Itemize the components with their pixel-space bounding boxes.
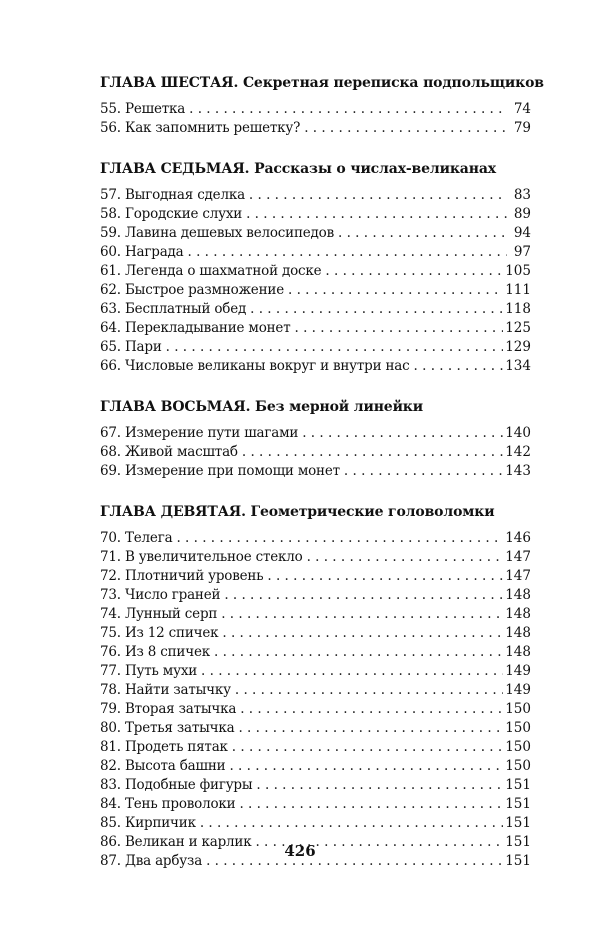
entry-page: 147: [505, 549, 531, 565]
toc-entry: [100, 205, 531, 224]
chapter-title: ГЛАВА ДЕВЯТАЯ. Геометрические головоломки: [100, 504, 495, 520]
dot-leader: [325, 262, 503, 281]
entry-title: 72. Плотничий уровень: [100, 568, 264, 584]
entry-page: 150: [505, 701, 531, 717]
toc-entry: [100, 738, 531, 757]
chapter-9: [100, 501, 531, 871]
toc-entry: [100, 757, 531, 776]
entry-title: 69. Измерение при помощи монет: [100, 463, 340, 479]
entry-title: 63. Бесплатный обед: [100, 301, 247, 317]
entry-page: 97: [513, 244, 531, 260]
dot-leader: [214, 643, 503, 662]
chapter-title: ГЛАВА ШЕСТАЯ. Секретная переписка подпольщиков: [100, 75, 544, 91]
entry-title: 78. Найти затычку: [100, 682, 231, 698]
entry-page: 74: [513, 101, 531, 117]
toc-entry: [100, 281, 531, 300]
chapter-7: [100, 158, 531, 376]
entry-page: 150: [505, 739, 531, 755]
toc-entry: [100, 624, 531, 643]
dot-leader: [414, 357, 504, 376]
entry-title: 70. Телега: [100, 530, 173, 546]
toc-entry: [100, 681, 531, 700]
toc-entry: [100, 443, 531, 462]
toc-entry: [100, 319, 531, 338]
table-of-contents: [100, 72, 544, 891]
entry-title: 82. Высота башни: [100, 758, 226, 774]
dot-leader: [267, 567, 503, 586]
entry-title: 84. Тень проволоки: [100, 796, 236, 812]
toc-entry: [100, 224, 531, 243]
entry-page: 118: [505, 301, 531, 317]
entry-page: 150: [505, 758, 531, 774]
entry-title: 56. Как запомнить решетку?: [100, 120, 301, 136]
dot-leader: [344, 462, 503, 481]
chapter-8: [100, 396, 531, 481]
entry-page: 148: [505, 587, 531, 603]
dot-leader: [304, 119, 507, 138]
dot-leader: [294, 319, 503, 338]
entry-page: 151: [505, 853, 531, 869]
dot-leader: [224, 586, 503, 605]
toc-entry: [100, 300, 531, 319]
entry-title: 73. Число граней: [100, 587, 221, 603]
entry-title: 58. Городские слухи: [100, 206, 243, 222]
entry-page: 149: [505, 663, 531, 679]
page-number: 426: [284, 842, 316, 860]
dot-leader: [249, 186, 507, 205]
entry-page: 94: [513, 225, 531, 241]
toc-entry: [100, 795, 531, 814]
dot-leader: [338, 224, 507, 243]
entry-title: 61. Легенда о шахматной доске: [100, 263, 322, 279]
entry-title: 76. Из 8 спичек: [100, 644, 210, 660]
toc-entry: [100, 462, 531, 481]
entry-page: 140: [505, 425, 531, 441]
toc-entry: [100, 567, 531, 586]
entry-page: 146: [505, 530, 531, 546]
entry-page: 148: [505, 644, 531, 660]
entry-title: 74. Лунный серп: [100, 606, 218, 622]
dot-leader: [229, 757, 503, 776]
entry-title: 87. Два арбуза: [100, 853, 203, 869]
toc-entry: [100, 719, 531, 738]
dot-leader: [232, 738, 503, 757]
toc-entry: [100, 776, 531, 795]
toc-entry: [100, 700, 531, 719]
dot-leader: [302, 424, 503, 443]
toc-entry: [100, 529, 531, 548]
toc-entry: [100, 243, 531, 262]
toc-entry: [100, 643, 531, 662]
entry-page: 147: [505, 568, 531, 584]
toc-entry: [100, 338, 531, 357]
entry-page: 125: [505, 320, 531, 336]
entry-title: 80. Третья затычка: [100, 720, 235, 736]
dot-leader: [239, 795, 503, 814]
toc-entry: [100, 357, 531, 376]
entry-title: 64. Перекладывание монет: [100, 320, 291, 336]
dot-leader: [221, 605, 503, 624]
dot-leader: [250, 300, 503, 319]
entry-title: 79. Вторая затычка: [100, 701, 237, 717]
entry-page: 149: [505, 682, 531, 698]
dot-leader: [238, 719, 503, 738]
toc-entry: [100, 424, 531, 443]
chapter-title: ГЛАВА СЕДЬМАЯ. Рассказы о числах-великанах: [100, 161, 496, 177]
toc-entry: [100, 119, 531, 138]
entry-page: 105: [505, 263, 531, 279]
entry-page: 151: [505, 796, 531, 812]
entry-title: 57. Выгодная сделка: [100, 187, 245, 203]
entry-page: 148: [505, 606, 531, 622]
dot-leader: [176, 529, 503, 548]
entry-title: 81. Продеть пятак: [100, 739, 228, 755]
entry-page: 129: [505, 339, 531, 355]
toc-entry: [100, 100, 531, 119]
entry-title: 67. Измерение пути шагами: [100, 425, 299, 441]
chapter-6: [100, 72, 544, 138]
entry-title: 85. Кирпичик: [100, 815, 196, 831]
entry-page: 143: [505, 463, 531, 479]
dot-leader: [222, 624, 503, 643]
entry-page: 148: [505, 625, 531, 641]
chapter-title: ГЛАВА ВОСЬМАЯ. Без мерной линейки: [100, 399, 423, 415]
toc-entry: [100, 814, 531, 833]
entry-title: 66. Числовые великаны вокруг и внутри нас: [100, 358, 410, 374]
entry-title: 77. Путь мухи: [100, 663, 198, 679]
entry-page: 151: [505, 834, 531, 850]
entry-title: 83. Подобные фигуры: [100, 777, 253, 793]
entry-page: 151: [505, 815, 531, 831]
dot-leader: [242, 443, 503, 462]
toc-entry: [100, 186, 531, 205]
entry-title: 62. Быстрое размножение: [100, 282, 284, 298]
dot-leader: [240, 700, 503, 719]
toc-entry: [100, 262, 531, 281]
dot-leader: [201, 662, 503, 681]
dot-leader: [200, 814, 503, 833]
entry-title: 60. Награда: [100, 244, 184, 260]
entry-page: 79: [513, 120, 531, 136]
toc-entry: [100, 605, 531, 624]
entry-title: 71. В увеличительное стекло: [100, 549, 303, 565]
dot-leader: [235, 681, 503, 700]
dot-leader: [288, 281, 503, 300]
dot-leader: [166, 338, 504, 357]
entry-title: 68. Живой масштаб: [100, 444, 238, 460]
entry-page: 134: [505, 358, 531, 374]
entry-page: 89: [513, 206, 531, 222]
toc-entry: [100, 548, 531, 567]
dot-leader: [188, 243, 507, 262]
entry-page: 142: [505, 444, 531, 460]
dot-leader: [256, 776, 503, 795]
entry-title: 55. Решетка: [100, 101, 186, 117]
entry-title: 75. Из 12 спичек: [100, 625, 219, 641]
toc-entry: [100, 662, 531, 681]
entry-title: 86. Великан и карлик: [100, 834, 252, 850]
entry-page: 83: [513, 187, 531, 203]
entry-page: 111: [505, 282, 531, 298]
dot-leader: [246, 205, 507, 224]
dot-leader: [307, 548, 504, 567]
dot-leader: [189, 100, 507, 119]
entry-page: 150: [505, 720, 531, 736]
entry-page: 151: [505, 777, 531, 793]
entry-title: 65. Пари: [100, 339, 162, 355]
toc-entry: [100, 586, 531, 605]
entry-title: 59. Лавина дешевых велосипедов: [100, 225, 334, 241]
